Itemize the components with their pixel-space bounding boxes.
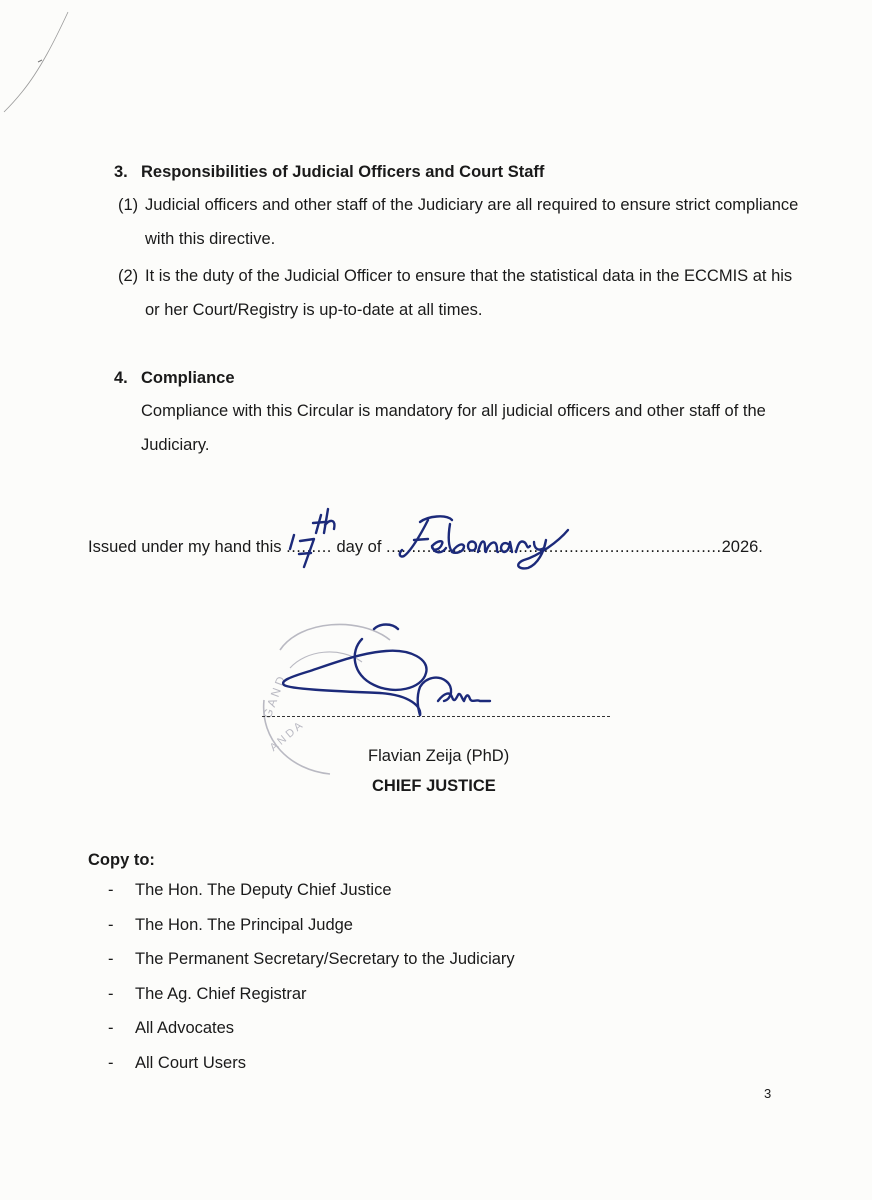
copy-to-heading: Copy to: — [88, 851, 155, 869]
chief-justice-signature — [270, 615, 500, 725]
handwritten-month — [398, 510, 578, 570]
section-4-body — [141, 394, 766, 462]
signer-title: CHIEF JUSTICE — [372, 777, 496, 795]
handwritten-day — [280, 503, 360, 573]
section-4-heading — [114, 369, 235, 388]
section-4-title: Compliance — [141, 369, 235, 387]
item-2-line-1: It is the duty of the Judicial Officer to ensure that the statistical data in the ECCMIS at his — [145, 267, 793, 285]
list-dash: - — [108, 915, 114, 934]
svg-text:A N D A: A N D A — [267, 719, 305, 754]
item-1-line-2: with this directive. — [145, 230, 276, 248]
section-4-line-1: Compliance with this Circular is mandatory for all judicial officers and other staff of the — [141, 402, 766, 420]
list-dash: - — [108, 984, 114, 1003]
recipient-label: The Ag. Chief Registrar — [135, 984, 307, 1003]
item-2-line-2: or her Court/Registry is up-to-date at all times. — [145, 301, 483, 319]
list-item — [108, 916, 515, 951]
section-4-number: 4. — [114, 369, 128, 387]
item-1-line-1: Judicial officers and other staff of the Judiciary are all required to ensure strict compliance — [145, 196, 799, 214]
month-blank: .................................................................. — [386, 538, 722, 556]
item-2-marker: (2) — [118, 267, 139, 285]
section-3-title: Responsibilities of Judicial Officers and Court Staff — [141, 163, 545, 181]
list-item — [108, 1019, 515, 1054]
signature-line — [262, 716, 610, 717]
signer-name: Flavian Zeija (PhD) — [368, 747, 510, 765]
recipient-label: The Hon. The Deputy Chief Justice — [135, 881, 392, 899]
list-item — [108, 881, 515, 916]
issued-prefix: Issued under my hand this — [88, 538, 282, 556]
list-dash: - — [108, 950, 114, 968]
list-item — [108, 985, 515, 1020]
page-number: 3 — [764, 1086, 772, 1101]
list-dash: - — [108, 1053, 114, 1072]
issued-year: 2026. — [721, 538, 763, 556]
list-dash: - — [108, 1019, 114, 1037]
day-of-label: day of — [336, 538, 382, 556]
list-item — [108, 1054, 515, 1089]
recipient-label: All Advocates — [135, 1019, 235, 1037]
day-blank: ......... — [286, 538, 332, 556]
svg-text:G A N D: G A N D — [260, 674, 289, 721]
section-4-line-2: Judiciary. — [141, 436, 210, 454]
section-3-heading — [114, 163, 544, 182]
item-1-marker: (1) — [118, 196, 139, 214]
copy-to-list — [108, 881, 515, 1088]
list-dash: - — [108, 881, 114, 899]
recipient-label: All Court Users — [135, 1053, 246, 1072]
paper-edge-mark — [0, 0, 80, 130]
recipient-label: The Permanent Secretary/Secretary to the Judiciary — [135, 950, 515, 968]
list-item — [108, 950, 515, 985]
section-3-number: 3. — [114, 163, 128, 181]
recipient-label: The Hon. The Principal Judge — [135, 915, 353, 934]
